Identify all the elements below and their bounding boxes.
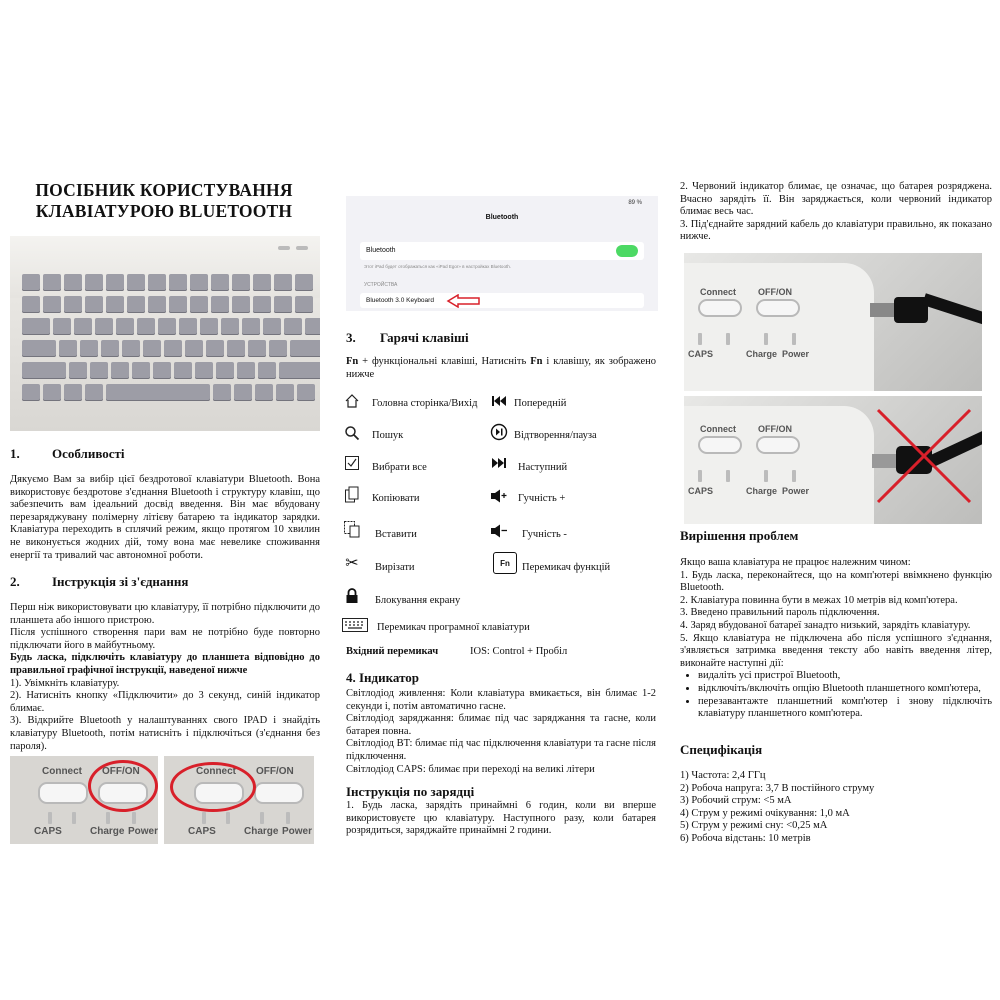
spec-item: 3) Робочий струм: <5 мА — [680, 795, 792, 807]
input-switch-value: IOS: Control + Пробіл — [470, 646, 568, 657]
hotkey-volume-up-label: Гучність + — [518, 493, 566, 504]
hotkey-volume-down-label: Гучність - — [522, 529, 567, 540]
section-4-heading: 4. Індикатор — [346, 670, 420, 685]
charging-correct-photo: Connect OFF/ON CAPS Charge Power — [684, 253, 982, 391]
spec-item: 2) Робоча напруга: 3,7 В постійного струму — [680, 782, 875, 794]
home-icon — [343, 392, 361, 410]
spec-item: 6) Робоча відстань: 10 метрів — [680, 832, 811, 844]
highlight-ring-connect — [170, 762, 256, 812]
hotkey-search-label: Пошук — [372, 430, 404, 441]
section-3-heading: 3. Гарячі клавіші — [346, 330, 469, 345]
charging-text: 1. Будь ласка, зарядіть принаймні 6 годин, коли ви вперше використовуєте цю клавіатуру. Наступного разу, коли батарея розрядиться, заряджайте принаймні 2 години. — [346, 800, 656, 837]
play-pause-icon — [490, 423, 508, 441]
hotkey-soft-keyboard-label: Перемикач програмної клавіатури — [377, 622, 530, 633]
spec-heading: Специфікація — [680, 742, 763, 757]
cut-icon: ✂ — [345, 552, 359, 572]
keyboard-photo — [10, 236, 320, 431]
troubleshooting-body: Якщо ваша клавіатура не працює належним чином: 1. Будь ласка, переконайтеся, що на комп'ютері ввімкнено функцію Bluetooth. 2. Клавіатура повинна бути в межах 10 метрів від комп'ютера. 3. Введено правильний пароль підключення. 4. Заряд вбудованої батареї занадто низький, зарядіть клавіатуру. 5. Якщо клавіатура не підключена або після успішного з'єднання, з'являється затримка введення тексту або навіть введення літер, виконайте наступні дії: • видаліть усі пристрої Bluetooth, • відключіть/включіть опцію Bluetooth планшетного комп'ютера, • перезавантажте планшетний комп'ютер і знову підключіть клавіатуру планшетного комп'ютера. — [680, 557, 992, 721]
hotkey-previous-label: Попередній — [514, 398, 567, 409]
volume-up-icon — [490, 487, 508, 505]
section-1-text: Дякуємо Вам за вибір цієї бездротової клавіатури Bluetooth. Вона використовує бездротове з'єднання Bluetooth і структуру клавіш, що забезпечить вам ідеальний досвід введення. Він має вбудовану перезаряджувану полімерну літієву батарею та індикатор зарядки. Клавіатура переходить в сплячий режим, якщо протягом 10 хвилин не виконується жодних дій, тому вона має невелике споживання енергії та тривалий час автономної роботи. — [10, 474, 320, 561]
bluetooth-toggle[interactable] — [616, 245, 638, 257]
charging-heading: Інструкція по зарядці — [346, 784, 475, 799]
troubleshooting-heading: Вирішення проблем — [680, 528, 799, 543]
charging-continued: 2. Червоний індикатор блимає, це означає, що батарея розряджена. Вчасно зарядіть її. Він заряджається, коли червоний індикатор блимає весь час. 3. Під'єднайте зарядний кабель до клавіатури правильно, як показано нижче. — [680, 181, 992, 243]
fn-key-icon: Fn — [493, 552, 517, 574]
highlight-ring-offon — [88, 760, 158, 812]
spec-list — [680, 770, 992, 846]
section-1-heading: 1. Особливості — [10, 446, 125, 461]
page-title: ПОСІБНИК КОРИСТУВАННЯ КЛАВІАТУРОЮ BLUETOOTH — [35, 180, 293, 221]
paste-icon — [343, 520, 361, 538]
spec-item: 1) Частота: 2,4 ГГц — [680, 770, 766, 781]
hotkey-cut-label: Вирізати — [375, 562, 415, 573]
volume-down-icon — [490, 522, 508, 540]
previous-track-icon — [490, 392, 508, 410]
connect-panel-photo-2: Connect OFF/ON CAPS Charge Power — [164, 756, 314, 844]
connect-panel-photo-1: Connect OFF/ON CAPS Charge Power — [10, 756, 158, 844]
charging-wrong-photo: Connect OFF/ON CAPS Charge Power — [684, 396, 982, 524]
device-row-keyboard[interactable]: Bluetooth 3.0 Keyboard — [360, 293, 644, 308]
hotkey-home-label: Головна сторінка/Вихід — [372, 398, 478, 409]
hotkey-select-all-label: Вибрати все — [372, 462, 427, 473]
lock-icon — [343, 587, 361, 605]
keyboard-icon — [342, 616, 368, 634]
hotkey-fn-switch-label: Перемикач функцій — [522, 562, 611, 573]
next-track-icon — [490, 454, 508, 472]
ios-bluetooth-screenshot: 89 % Bluetooth Bluetooth Этот iPad будет отображаться как «iPad Egor» в настройках Bluetooth. УСТРОЙСТВА Bluetooth 3.0 Keyboard — [346, 196, 658, 311]
arrow-icon — [446, 294, 482, 308]
hotkey-next-label: Наступний — [518, 462, 568, 473]
hotkey-play-pause-label: Відтворення/пауза — [514, 430, 597, 441]
spec-item: 4) Струм у режимі очікування: 1,0 мА — [680, 807, 850, 819]
section-3-intro: Fn + функціональні клавіші, Натисніть Fn і клавішу, як зображено нижче — [346, 356, 657, 380]
cross-mark-icon — [874, 406, 974, 506]
search-icon — [343, 424, 361, 442]
hotkey-lock-label: Блокування екрану — [375, 595, 461, 606]
select-all-icon — [343, 454, 361, 472]
hotkey-paste-label: Вставити — [375, 529, 417, 540]
section-2-body: Перш ніж використовувати цю клавіатуру, її потрібно підключити до планшета або іншого пристрою. Після успішного створення пари вам не потрібно буде повторно підключати його в майбутньому. Будь ласка, підключіть клавіатуру до планшета відповідно до правильної графічної інструкції, наведеної нижче 1). Увімкніть клавіатуру. 2). Натисніть кнопку «Підключити» до 3 секунд, синій індикатор блимає. 3). Відкрийте Bluetooth у налаштуваннях свого IPAD і знайдіть клавіатуру Bluetooth, потім натисніть і підключіться (з'єднання без пароля). — [10, 602, 320, 752]
section-4-body: Світлодіод живлення: Коли клавіатура вмикається, він блимає 1-2 секунди і, потім автоматично гасне. Світлодіод заряджання: блимає під час заряджання та гасне, коли батарея повна. Світлодіод BT: блимає під час підключення клавіатури та гасне після підключення. Світлодіод CAPS: блимає при переході на великі літери — [346, 688, 656, 775]
input-switch-label: Вхідний перемикач — [346, 646, 439, 657]
section-2-heading: 2. Інструкція зі з'єднання — [10, 574, 189, 589]
copy-icon — [343, 486, 361, 504]
hotkey-copy-label: Копіювати — [372, 493, 420, 504]
spec-item: 5) Струм у режимі сну: <0,25 мА — [680, 820, 828, 832]
